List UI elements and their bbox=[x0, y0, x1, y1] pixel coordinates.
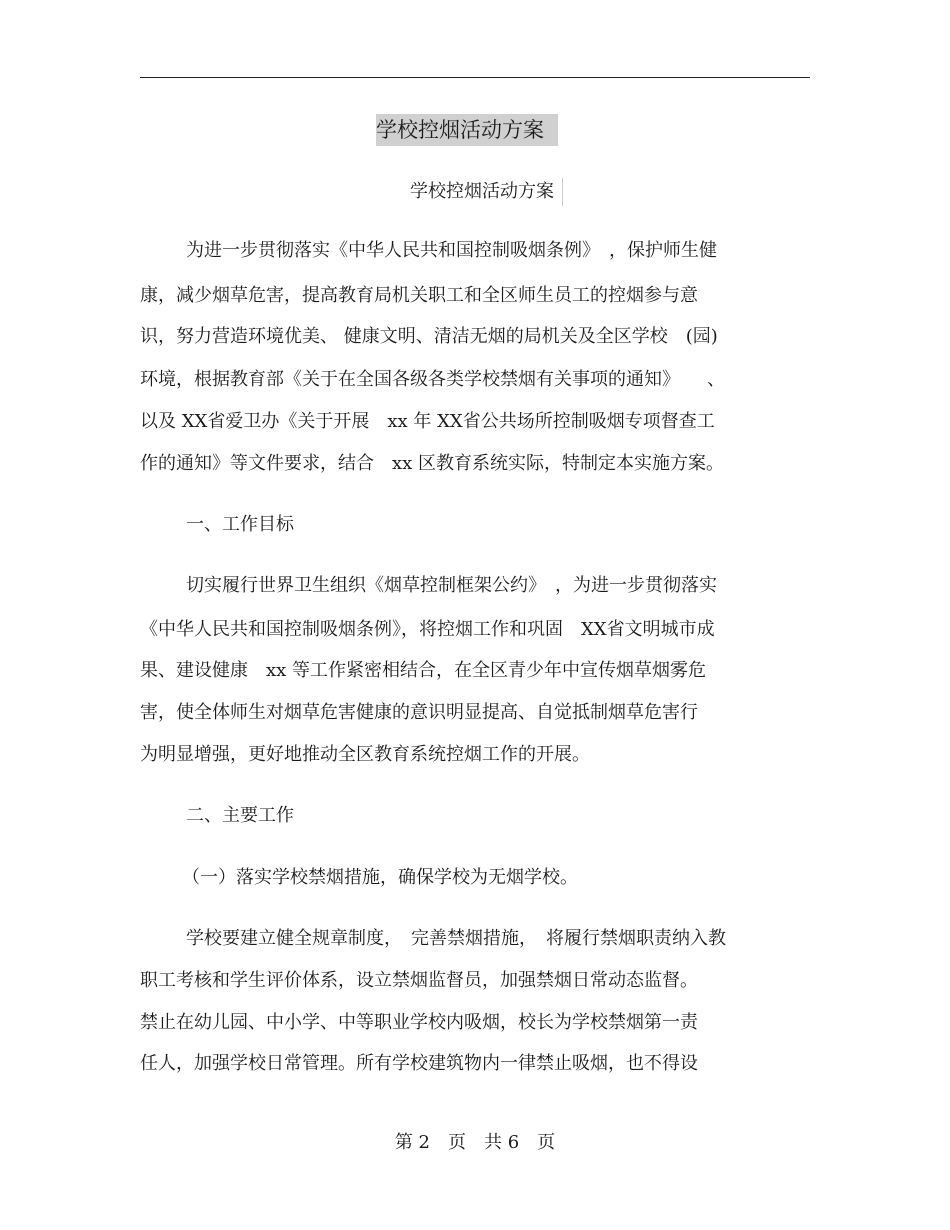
paragraph-line: 果、建设健康 xx 等工作紧密相结合，在全区青少年中宣传烟草烟雾危 bbox=[140, 660, 707, 681]
paragraph-line: 《中华人民共和国控制吸烟条例》，将控烟工作和巩固 XX省文明城市成 bbox=[140, 619, 715, 640]
section-heading: 二、主要工作 bbox=[186, 805, 294, 826]
paragraph-line: 康，减少烟草危害，提高教育局机关职工和全区师生员工的控烟参与意 bbox=[140, 285, 698, 306]
paragraph-line: 作的通知》等文件要求，结合 xx 区教育系统实际，特制定本实施方案。 bbox=[140, 453, 725, 474]
paragraph-line: 任人，加强学校日常管理。所有学校建筑物内一律禁止吸烟，也不得设 bbox=[140, 1053, 698, 1074]
document-title: 学校控烟活动方案 bbox=[376, 114, 558, 146]
paragraph-line: 以及 XX省爱卫办《关于开展 xx 年 XX省公共场所控制吸烟专项督查工 bbox=[140, 411, 715, 432]
paragraph-line: 环境，根据教育部《关于在全国各级各类学校禁烟有关事项的通知》 、 bbox=[140, 369, 725, 390]
paragraph-line: 禁止在幼儿园、中小学、中等职业学校内吸烟，校长为学校禁烟第一责 bbox=[140, 1012, 698, 1033]
paragraph-line: 职工考核和学生评价体系，设立禁烟监督员，加强禁烟日常动态监督。 bbox=[140, 970, 698, 991]
document-subtitle: 学校控烟活动方案 bbox=[410, 178, 563, 206]
paragraph-line: 为明显增强，更好地推动全区教育系统控烟工作的开展。 bbox=[140, 744, 590, 765]
page-number: 第 2 页 共 6 页 bbox=[394, 1132, 556, 1153]
paragraph-line: 学校要建立健全规章制度， 完善禁烟措施， 将履行禁烟职责纳入教 bbox=[186, 928, 726, 949]
paragraph-line: 害，使全体师生对烟草危害健康的意识明显提高、自觉抵制烟草危害行 bbox=[140, 702, 698, 723]
paragraph-line: 识，努力营造环境优美、 健康文明、清洁无烟的局机关及全区学校 (园) bbox=[140, 326, 718, 347]
header-rule bbox=[140, 77, 810, 78]
paragraph-line: 为进一步贯彻落实《中华人民共和国控制吸烟条例》 ，保护师生健 bbox=[186, 240, 717, 261]
section-heading: 一、工作目标 bbox=[186, 514, 294, 535]
paragraph-line: 切实履行世界卫生组织《烟草控制框架公约》 ，为进一步贯彻落实 bbox=[186, 575, 717, 596]
subsection-heading: （一）落实学校禁烟措施，确保学校为无烟学校。 bbox=[182, 867, 578, 888]
